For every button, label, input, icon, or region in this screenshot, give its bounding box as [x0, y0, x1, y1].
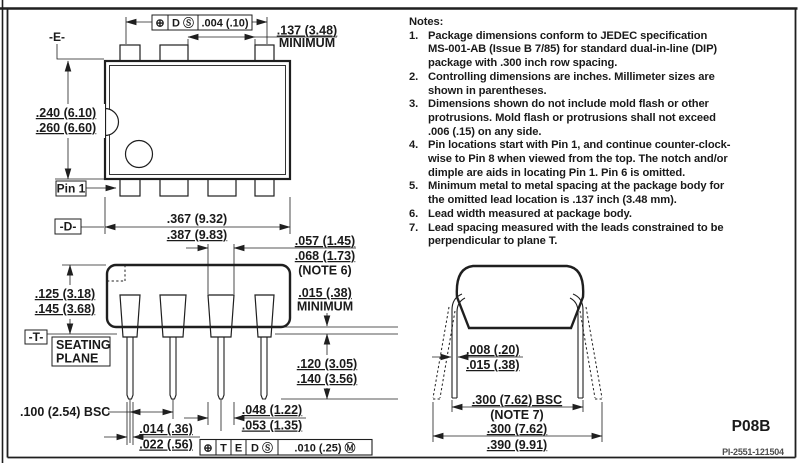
- dim-span-min: .300 (7.62): [486, 422, 548, 436]
- datum-e-label: -E-: [49, 30, 65, 44]
- dim-height-min: .240 (6.10): [35, 106, 97, 120]
- lead-tip: [170, 337, 176, 399]
- lead-tip: [218, 337, 224, 399]
- dim-lead-pitch: [20, 405, 173, 419]
- dim-thickness-min: .008 (.20): [466, 343, 520, 357]
- dim-body-height-max: .145 (3.68): [34, 302, 96, 316]
- dim-lead-shoulder-width: [184, 402, 306, 433]
- dim-lead-position: [126, 15, 267, 44]
- dim-row-spacing: [452, 393, 583, 422]
- position-tolerance-symbol: ⊕: [203, 442, 213, 455]
- dim-lead-length: [291, 334, 364, 399]
- note-row: 2. Controlling dimensions are inches. Millimeter sizes are: [409, 70, 715, 83]
- lead-pad-pin1: [120, 179, 140, 196]
- dim-spacing-qualifier: MINIMUM: [278, 36, 336, 50]
- lead-centerlines: [130, 399, 221, 443]
- dim-lead-width-max: .068 (1.73): [294, 249, 356, 263]
- dim-lead-width-min: .057 (1.45): [294, 234, 356, 248]
- lead-pad: [208, 179, 236, 196]
- dim-shoulder-max: .053 (1.35): [241, 418, 303, 433]
- note-row: the omitted lead location is .137 inch (3.48 mm).: [428, 194, 677, 207]
- note-row: shown in parentheses.: [428, 84, 547, 97]
- lead-pad: [120, 45, 140, 61]
- dim-lead-width-note: (NOTE 6): [298, 263, 352, 278]
- dim-row-spacing-note: (NOTE 7): [490, 408, 544, 422]
- note-row: 1. Package dimensions conform to JEDEC specification: [409, 29, 708, 42]
- note-row: 5. Minimum metal to metal spacing at the package body for: [409, 180, 725, 193]
- pin1-callout: [56, 181, 116, 196]
- package-name: P08B: [731, 418, 771, 435]
- dim-width-min: .367 (9.32): [166, 212, 228, 226]
- pin1-dimple: [126, 141, 153, 168]
- end-view: [432, 266, 602, 452]
- dim-lead-tip-width: [104, 402, 200, 452]
- fcf-datum-e: E: [234, 442, 243, 455]
- top-view: [27, 15, 337, 242]
- lead-shoulder: [255, 295, 274, 337]
- note-row: .006 (.15) on any side.: [428, 125, 542, 138]
- dim-standoff: [297, 286, 353, 326]
- dim-shoulder-min: .048 (1.22): [241, 403, 303, 417]
- lead-shoulder: [208, 295, 234, 337]
- footer: [722, 418, 784, 457]
- lead-pad: [255, 179, 274, 196]
- lead-tip: [261, 337, 267, 399]
- dim-body-width: [27, 30, 105, 179]
- note-row: perpendicular to plane T.: [428, 235, 558, 248]
- note-row: 6. Lead width measured at package body.: [409, 207, 632, 220]
- seating-plane-label-1: SEATING: [56, 338, 111, 352]
- note-row: wise to Pin 8 when viewed from the top. The notch and/or: [428, 153, 728, 166]
- fcf-lead-position: [200, 440, 372, 456]
- dim-tip-max: .022 (.56): [139, 437, 193, 452]
- note-row: dimple are aids in locating Pin 1. Pin 6 is omitted.: [428, 166, 686, 179]
- fcf-datum-t: T: [220, 442, 227, 455]
- dim-tip-min: .014 (.36): [139, 422, 193, 436]
- lead-pad: [160, 45, 188, 61]
- dim-spacing-value: .137 (3.48): [276, 23, 338, 38]
- note-row: package with .300 inch row spacing.: [428, 57, 618, 70]
- fcf-tolerance: .004 (.10): [201, 17, 249, 30]
- fcf-datum-d: D Ⓢ: [251, 442, 273, 455]
- note-row: 7. Lead spacing measured with the leads constrained to be: [409, 221, 724, 234]
- lead-pad: [160, 179, 188, 196]
- lead-pad: [255, 45, 274, 61]
- note-row: protrusions. Mold flash or protrusions shall not exceed: [428, 111, 716, 124]
- lead-shoulder: [160, 295, 186, 337]
- dim-standoff-qualifier: MINIMUM: [296, 299, 354, 314]
- dim-row-spacing-value: .300 (7.62) BSC: [471, 393, 563, 407]
- dim-height-max: .260 (6.60): [35, 121, 97, 135]
- package-body-end: [457, 266, 583, 328]
- dim-body-length: [55, 197, 290, 242]
- note-row: 3. Dimensions shown do not include mold flash or other: [409, 98, 709, 111]
- lead-tip: [127, 337, 133, 399]
- side-view: [20, 234, 398, 455]
- drawing-number: PI-2551-121504: [722, 447, 784, 457]
- datum-t-label: -T-: [28, 330, 44, 344]
- datum-t-callout: [25, 330, 111, 366]
- pin1-label: Pin 1: [56, 181, 86, 196]
- dim-span-max: .390 (9.91): [486, 438, 548, 452]
- dim-pitch-value: .100 (2.54) BSC: [20, 405, 111, 419]
- fcf-datum: D Ⓢ: [172, 17, 194, 30]
- dim-standoff-value: .015 (.38): [298, 286, 352, 300]
- fcf-tolerance: .010 (.25) Ⓜ: [294, 442, 356, 455]
- note-row: MS-001-AB (Issue B 7/85) for standard dual-in-line (DIP): [428, 43, 718, 56]
- dim-body-height: [27, 265, 106, 334]
- lead-shoulder: [120, 295, 140, 337]
- dim-lead-length-min: .120 (3.05): [296, 357, 358, 371]
- note-row: 4. Pin locations start with Pin 1, and continue counter-clock-: [409, 139, 731, 152]
- datum-d-label: -D-: [59, 219, 77, 234]
- seating-plane-label-2: PLANE: [56, 351, 99, 366]
- package-body-top: [105, 45, 290, 196]
- dim-lead-length-max: .140 (3.56): [296, 372, 358, 386]
- dim-width-max: .387 (9.83): [166, 228, 228, 242]
- dim-thickness-max: .015 (.38): [466, 358, 520, 372]
- notes-block: [409, 16, 795, 249]
- dim-body-height-min: .125 (3.18): [34, 287, 96, 301]
- notes-title: Notes:: [409, 16, 444, 28]
- position-tolerance-symbol: ⊕: [155, 17, 165, 30]
